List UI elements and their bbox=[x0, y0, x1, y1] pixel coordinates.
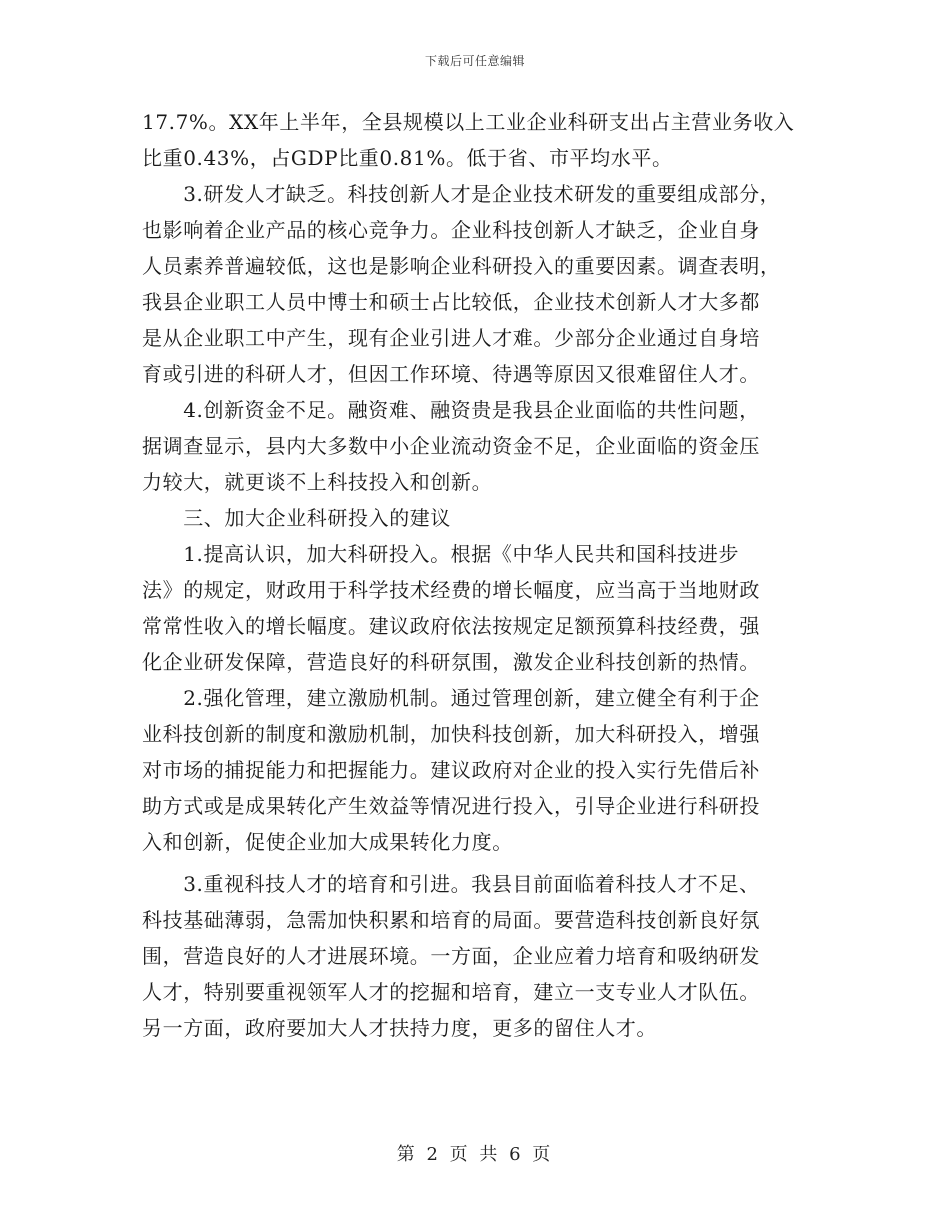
text-line: 人员素养普遍较低，这也是影响企业科研投入的重要因素。调查表明， bbox=[142, 254, 781, 278]
text-line: 围，营造良好的人才进展环境。一方面，企业应着力培育和吸纳研发 bbox=[142, 944, 760, 968]
text-line: 助方式或是成果转化产生效益等情况进行投入，引导企业进行科研投 bbox=[142, 794, 760, 818]
text-line: 也影响着企业产品的核心竞争力。企业科技创新人才缺乏，企业自身 bbox=[142, 218, 760, 242]
text-line: 化企业研发保障，营造良好的科研氛围，激发企业科技创新的热情。 bbox=[142, 650, 760, 674]
text-line: 对市场的捕捉能力和把握能力。建议政府对企业的投入实行先借后补 bbox=[142, 758, 760, 782]
text-line: 育或引进的科研人才，但因工作环境、待遇等原因又很难留住人才。 bbox=[142, 362, 760, 386]
document-body bbox=[142, 104, 810, 1046]
text-line: 3.重视科技人才的培育和引进。我县目前面临着科技人才不足、 bbox=[142, 872, 760, 896]
text-line: 我县企业职工人员中博士和硕士占比较低，企业技术创新人才大多都 bbox=[142, 290, 760, 314]
text-line: 是从企业职工中产生，现有企业引进人才难。少部分企业通过自身培 bbox=[142, 326, 760, 350]
text-line: 科技基础薄弱，急需加快积累和培育的局面。要营造科技创新良好氛 bbox=[142, 908, 760, 932]
text-line: 业科技创新的制度和激励机制，加快科技创新，加大科研投入，增强 bbox=[142, 722, 760, 746]
text-line: 2.强化管理，建立激励机制。通过管理创新，建立健全有利于企 bbox=[142, 686, 760, 710]
text-line: 据调查显示，县内大多数中小企业流动资金不足，企业面临的资金压 bbox=[142, 434, 760, 458]
text-line: 4.创新资金不足。融资难、融资贵是我县企业面临的共性问题， bbox=[142, 398, 760, 422]
text-line: 常常性收入的增长幅度。建议政府依法按规定足额预算科技经费，强 bbox=[142, 614, 760, 638]
text-line: 人才，特别要重视领军人才的挖掘和培育，建立一支专业人才队伍。 bbox=[142, 980, 760, 1004]
section-heading: 三、加大企业科研投入的建议 bbox=[142, 506, 451, 530]
text-line: 入和创新，促使企业加大成果转化力度。 bbox=[142, 830, 513, 854]
text-line: 另一方面，政府要加大人才扶持力度，更多的留住人才。 bbox=[142, 1016, 657, 1040]
text-line: 力较大，就更谈不上科技投入和创新。 bbox=[142, 470, 493, 494]
page-number: 第 2 页 共 6 页 bbox=[396, 1144, 554, 1165]
page-header: 下载后可任意编辑 bbox=[424, 54, 525, 68]
text-line: 比重0.43%，占GDP比重0.81%。低于省、市平均水平。 bbox=[142, 146, 673, 170]
text-line: 1.提高认识，加大科研投入。根据《中华人民共和国科技进步 bbox=[142, 542, 740, 566]
text-line: 法》的规定，财政用于科学技术经费的增长幅度，应当高于当地财政 bbox=[142, 578, 760, 602]
text-line: 3.研发人才缺乏。科技创新人才是企业技术研发的重要组成部分， bbox=[142, 182, 781, 206]
text-line: 17.7%。XX年上半年，全县规模以上工业企业科研支出占主营业务收入 bbox=[142, 110, 795, 134]
